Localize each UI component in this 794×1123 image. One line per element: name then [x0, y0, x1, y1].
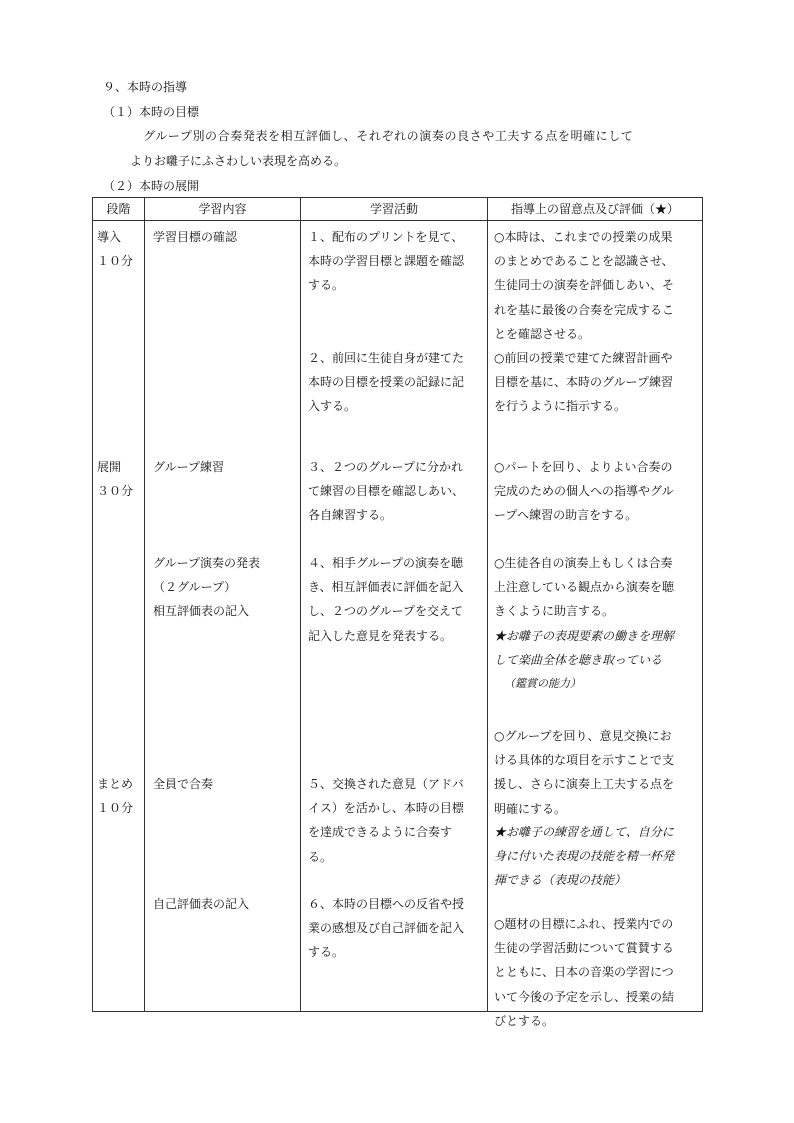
- stage-intro: [97, 225, 133, 273]
- evaluation-criterion: （鑑賞の能力）: [504, 677, 581, 691]
- activity-line: ３、２つのグループに分かれ: [308, 460, 464, 474]
- notes-column: [488, 221, 703, 1028]
- section-heading: ９、本時の指導: [103, 80, 188, 94]
- activity-line: イス）を活かし、本時の目標: [308, 801, 464, 816]
- activity-line: 本時の目標を授業の記録に記: [308, 375, 465, 390]
- stage-summary: [97, 772, 133, 820]
- note-item: [494, 912, 674, 1033]
- note-line: きくように助言する。: [494, 604, 615, 619]
- note-line: れを基に最後の合奏を完成するこ: [494, 302, 675, 317]
- activity-line: する。: [308, 278, 345, 293]
- content-line: 全員で合奏: [153, 777, 214, 791]
- note-line: ープへ練習の助言をする。: [494, 508, 638, 523]
- activity-line: を達成できるように合奏す: [308, 825, 453, 840]
- evaluation-item: [494, 820, 674, 893]
- goal-heading: （１）本時の目標: [103, 105, 200, 119]
- activity-item: [308, 455, 464, 528]
- content-item: [153, 551, 260, 624]
- activity-line: 本時の学習目標と課題を確認: [308, 254, 465, 269]
- activity-line: ５、交換された意見（アドバ: [308, 777, 464, 791]
- note-line: のまとめであることを認識させ、: [494, 254, 674, 269]
- content-line: グループ演奏の発表: [153, 556, 261, 570]
- note-line: とを確認させる。: [494, 326, 591, 341]
- column-header-notes: 指導上の留意点及び評価（★）: [488, 198, 703, 221]
- activity-line: 各自練習する。: [308, 508, 393, 523]
- activity-line: し、２つのグループを交えて: [308, 604, 464, 619]
- note-line: ○グループを回り、意見交換にお: [494, 729, 672, 743]
- stage-column: [93, 221, 145, 1012]
- note-item: [494, 225, 674, 346]
- content-line: 相互評価表の記入: [153, 604, 250, 619]
- content-column: [145, 221, 301, 1012]
- stage-time: １０分: [97, 801, 134, 816]
- activity-line: 記入した意見を発表する。: [308, 628, 453, 643]
- activity-line: て練習の目標を確認しあい、: [308, 484, 465, 499]
- activity-item: [308, 772, 464, 869]
- evaluation-line: 揮できる（表現の技能）: [494, 873, 627, 888]
- note-line: びとする。: [494, 1013, 555, 1028]
- stage-time: ３０分: [97, 484, 134, 499]
- column-header-activity: 学習活動: [301, 198, 488, 221]
- note-line: ○題材の目標にふれ、授業内での: [494, 917, 674, 931]
- activity-line: き、相互評価表に評価を記入: [308, 580, 464, 595]
- stage-name: 導入: [97, 230, 122, 244]
- content-line: 自己評価表の記入: [153, 897, 250, 911]
- column-header-stage: 段階: [93, 198, 145, 221]
- note-item: [494, 346, 673, 419]
- evaluation-line: 身に付いた表現の技能を精一杯発: [494, 849, 675, 864]
- goal-text-line-2: よりお囃子にふさわしい表現を高める。: [130, 154, 347, 168]
- note-line: 完成のための個人への指導やグル: [494, 484, 674, 499]
- note-line: ○生徒各自の演奏上もしくは合奏: [494, 556, 673, 570]
- content-line: （２グループ）: [153, 580, 237, 595]
- evaluation-item: [494, 624, 674, 697]
- note-line: ○パートを回り、よりよい合奏の: [494, 460, 673, 474]
- content-item: [153, 225, 237, 249]
- note-line: 援し、さらに演奏上工夫する点を: [494, 777, 675, 792]
- activity-line: 業の感想及び自己評価を記入: [308, 921, 465, 936]
- table-header-row: [93, 198, 703, 221]
- content-item: [153, 892, 249, 916]
- note-line: ける具体的な項目を示すことで支: [494, 753, 675, 768]
- activity-line: ２、前回に生徒自身が建てた: [308, 351, 465, 365]
- stage-time: １０分: [97, 254, 134, 269]
- evaluation-line: ★お囃子の表現要素の働きを理解: [494, 629, 675, 643]
- note-line: を行うように指示する。: [494, 399, 627, 414]
- note-line: 生徒同士の演奏を評価しあい、そ: [494, 278, 675, 293]
- activity-line: る。: [308, 849, 333, 864]
- note-line: ○前回の授業で建てた練習計画や: [494, 351, 673, 365]
- note-item: [494, 551, 674, 624]
- note-line: 明確にする。: [494, 801, 567, 816]
- goal-text-line-1: グループ別の合奏発表を相互評価し、それぞれの演奏の良さや工夫する点を明確にして: [143, 129, 634, 143]
- column-header-content: 学習内容: [145, 198, 301, 221]
- note-line: 上注意している観点から演奏を聴: [494, 580, 675, 595]
- note-line: いて今後の予定を示し、授業の結: [494, 989, 675, 1004]
- content-line: グループ練習: [153, 460, 225, 474]
- activity-item: [308, 892, 464, 965]
- development-heading: （２）本時の展開: [103, 179, 200, 193]
- content-item: [153, 772, 213, 796]
- content-item: [153, 455, 224, 479]
- note-item: [494, 724, 674, 821]
- note-line: ○本時は、これまでの授業の成果: [494, 230, 673, 244]
- note-line: 目標を基に、本時のグループ練習: [494, 375, 674, 390]
- activity-line: ６、本時の目標への反省や授: [308, 897, 465, 911]
- content-line: 学習目標の確認: [153, 230, 238, 244]
- activity-line: 入する。: [308, 399, 357, 414]
- stage-name: まとめ: [97, 777, 134, 791]
- evaluation-line: して楽曲全体を聴き取っている: [494, 653, 663, 668]
- stage-development: [97, 455, 133, 503]
- note-line: とともに、日本の音楽の学習につ: [494, 965, 674, 980]
- lesson-plan-table: [92, 197, 703, 1028]
- activity-line: １、配布のプリントを見て、: [308, 230, 464, 244]
- note-line: 生徒の学習活動について賞賛する: [494, 941, 674, 956]
- activity-line: ４、相手グループの演奏を聴: [308, 556, 464, 570]
- evaluation-line: ★お囃子の練習を通して、自分に: [494, 825, 674, 839]
- activity-column: [301, 221, 488, 1012]
- activity-line: する。: [308, 945, 345, 960]
- note-item: [494, 455, 674, 528]
- activity-item: [308, 551, 464, 648]
- activity-item: [308, 346, 464, 419]
- table-body-row: [93, 221, 703, 1012]
- activity-item: [308, 225, 464, 298]
- stage-name: 展開: [97, 460, 122, 474]
